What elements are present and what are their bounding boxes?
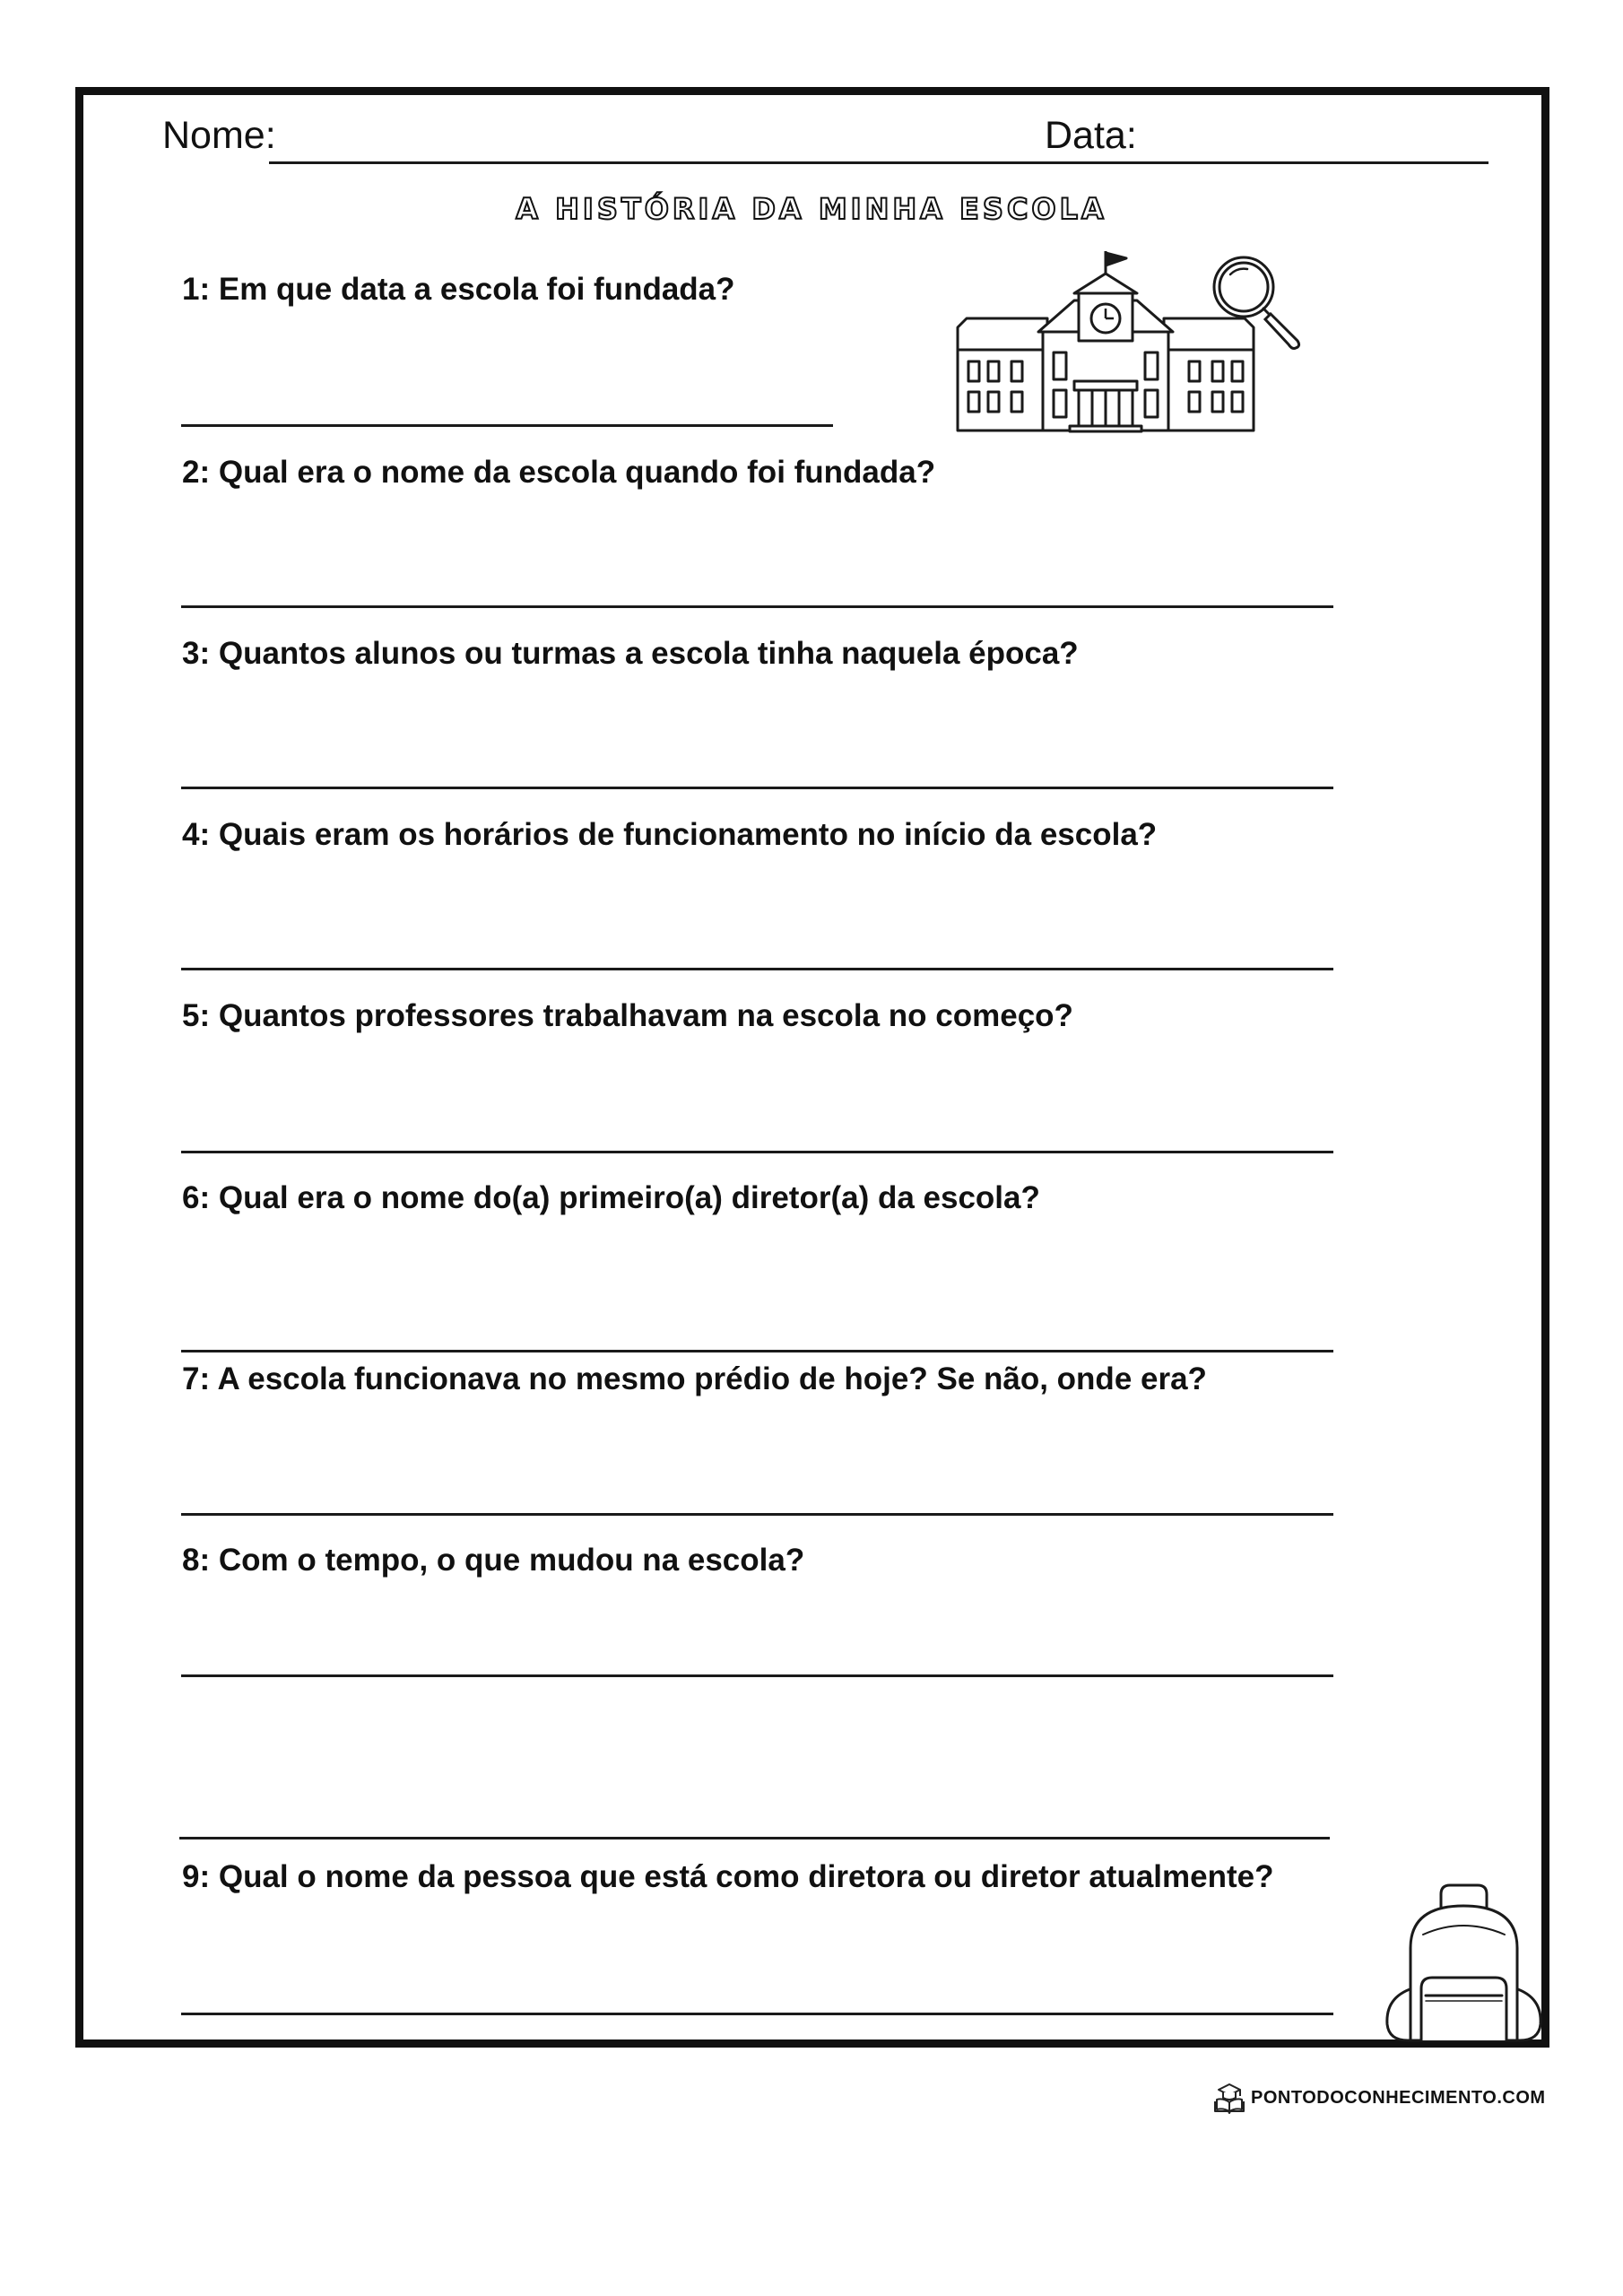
website-url[interactable]: PONTODOCONHECIMENTO.COM [1251,2087,1546,2108]
date-label: Data: [1045,114,1137,157]
backpack-icon [1376,1881,1551,2047]
question-9: 9: Qual o nome da pessoa que está como diretora ou diretor atualmente? [182,1859,1274,1894]
answer-line-2[interactable] [181,605,1333,608]
footer [1211,2082,1546,2114]
question-5: 5: Quantos professores trabalhavam na escola no começo? [182,998,1073,1033]
question-7: 7: A escola funcionava no mesmo prédio de hoje? Se não, onde era? [182,1361,1207,1396]
name-date-answer-line[interactable] [269,161,1488,164]
question-3: 3: Quantos alunos ou turmas a escola tinha naquela época? [182,636,1079,671]
answer-line-6[interactable] [181,1350,1333,1352]
answer-line-1[interactable] [181,424,833,427]
answer-line-8b[interactable] [179,1837,1330,1839]
question-8: 8: Com o tempo, o que mudou na escola? [182,1543,805,1578]
answer-line-8a[interactable] [181,1674,1333,1677]
page-border [75,87,1549,2048]
magnifying-glass-icon [1206,251,1314,354]
question-6: 6: Qual era o nome do(a) primeiro(a) diretor(a) da escola? [182,1180,1040,1215]
answer-line-7[interactable] [181,1513,1333,1516]
question-1: 1: Em que data a escola foi fundada? [182,272,735,307]
graduation-book-icon [1211,2082,1247,2114]
question-4: 4: Quais eram os horários de funcionamento no início da escola? [182,817,1158,852]
question-2: 2: Qual era o nome da escola quando foi fundada? [182,455,936,490]
answer-line-9[interactable] [181,2013,1333,2015]
answer-line-5[interactable] [181,1151,1333,1153]
name-label: Nome: [162,114,276,157]
worksheet-title: A HISTÓRIA DA MINHA ESCOLA [516,192,1107,226]
answer-line-3[interactable] [181,787,1333,789]
answer-line-4[interactable] [181,968,1333,970]
